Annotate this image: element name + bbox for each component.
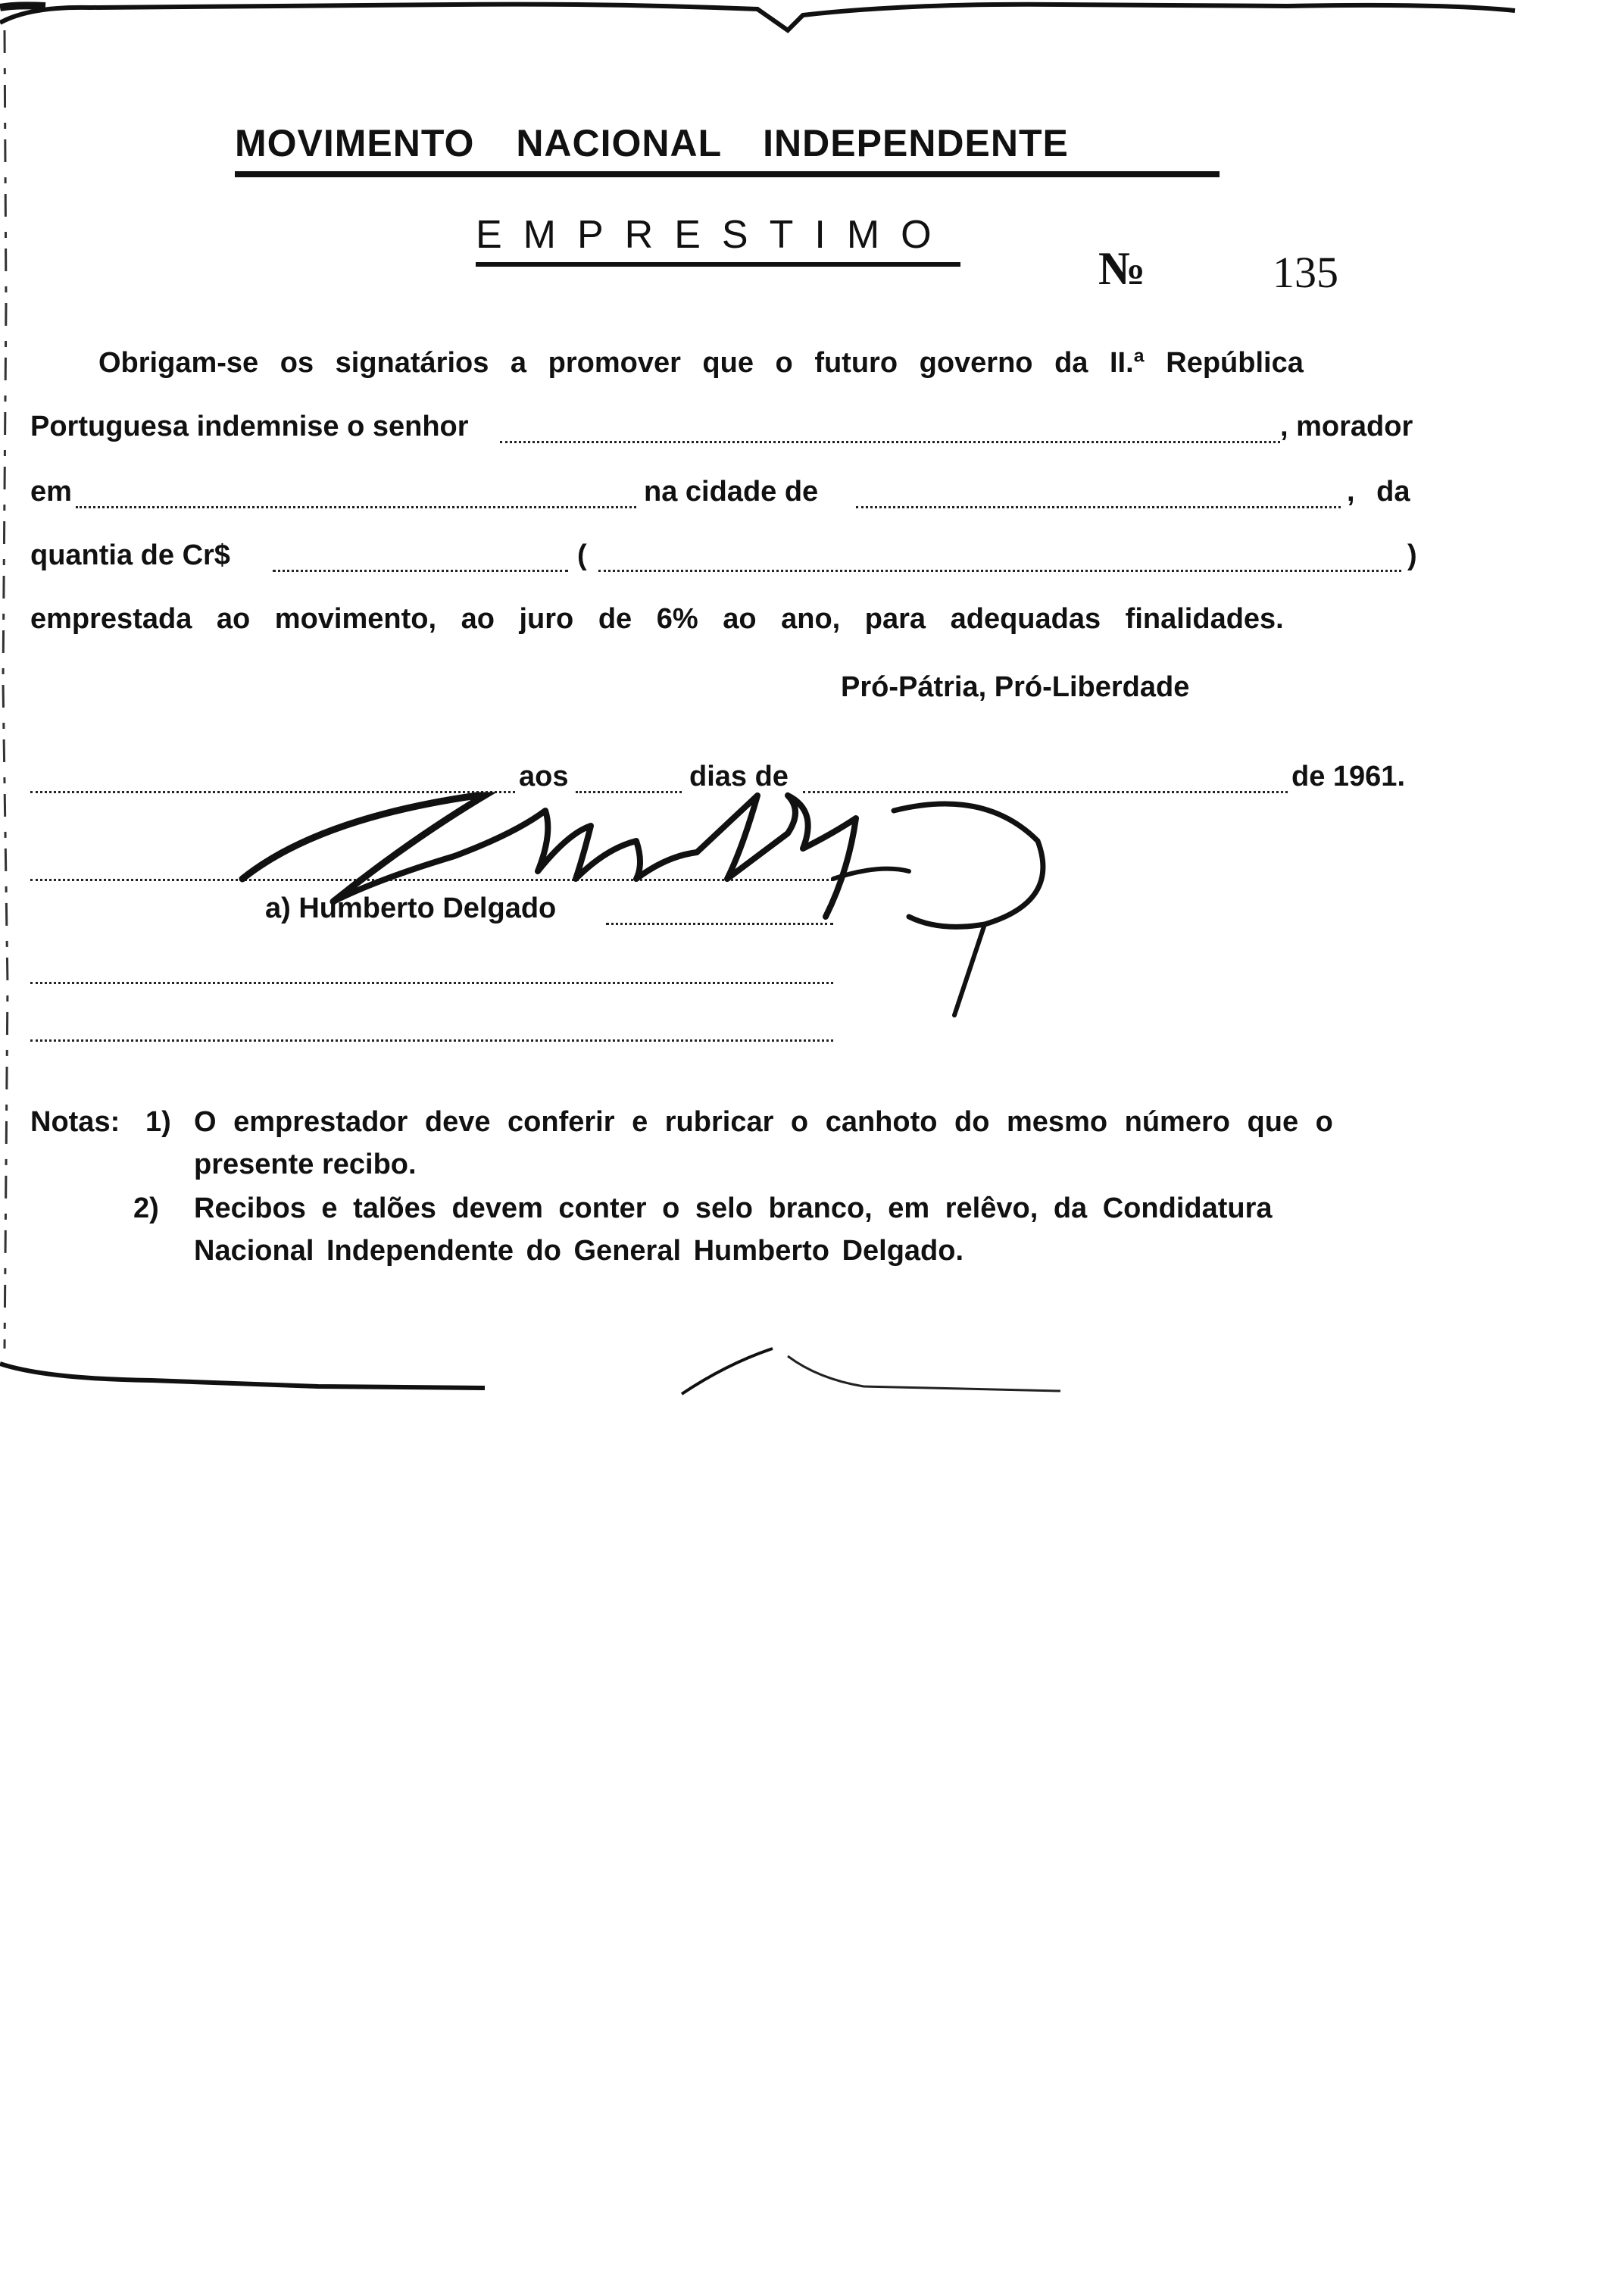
body-line-2-start: Portuguesa indemnise o senhor bbox=[30, 411, 469, 442]
address-field[interactable] bbox=[76, 506, 636, 508]
note-2-line-1: Recibos e talões devem conter o selo branco, em relêvo, da Condidatura bbox=[194, 1192, 1273, 1224]
body-line-3-start: em bbox=[30, 476, 72, 508]
note-2-number: 2) bbox=[133, 1192, 159, 1224]
document-title: MOVIMENTO NACIONAL INDEPENDENTE bbox=[235, 122, 1069, 164]
document-subtitle: EMPRESTIMO bbox=[476, 213, 953, 257]
amount-field[interactable] bbox=[273, 570, 568, 572]
date-dias-de: dias de bbox=[689, 761, 789, 792]
date-aos: aos bbox=[519, 761, 569, 792]
note-1-line-2: presente recibo. bbox=[194, 1149, 417, 1180]
handwritten-signature bbox=[227, 765, 1098, 1023]
receipt-number: 135 bbox=[1273, 248, 1338, 297]
motto: Pró-Pátria, Pró-Liberdade bbox=[841, 671, 1190, 703]
notes-label: Notas: bbox=[30, 1106, 120, 1138]
city-field[interactable] bbox=[856, 506, 1341, 508]
title-underline bbox=[235, 171, 1220, 177]
amount-words-field[interactable] bbox=[598, 570, 1401, 572]
body-line-3-mid: na cidade de bbox=[644, 476, 819, 508]
body-line-3-end: , da bbox=[1347, 476, 1410, 508]
note-1-line-1: O emprestador deve conferir e rubricar o canhoto do mesmo número que o bbox=[194, 1106, 1333, 1138]
body-line-5: emprestada ao movimento, ao juro de 6% ao ano, para adequadas finalidades. bbox=[30, 603, 1284, 635]
signatory-label: a) Humberto Delgado bbox=[265, 892, 557, 924]
name-field[interactable] bbox=[500, 441, 1280, 443]
paren-close: ) bbox=[1407, 539, 1417, 571]
date-year: de 1961. bbox=[1291, 761, 1405, 792]
body-line-2-end: , morador bbox=[1280, 411, 1413, 442]
paren-open: ( bbox=[577, 539, 587, 571]
subtitle-underline bbox=[476, 262, 960, 267]
signature-line-3[interactable] bbox=[30, 1039, 833, 1042]
note-2-line-2: Nacional Independente do General Humberto Delgado. bbox=[194, 1235, 964, 1267]
note-1-number: 1) bbox=[145, 1106, 171, 1138]
body-line-1: Obrigam-se os signatários a promover que o futuro governo da II.ª República bbox=[98, 347, 1304, 379]
number-prefix: № bbox=[1098, 243, 1146, 295]
body-line-4-start: quantia de Cr$ bbox=[30, 539, 230, 571]
